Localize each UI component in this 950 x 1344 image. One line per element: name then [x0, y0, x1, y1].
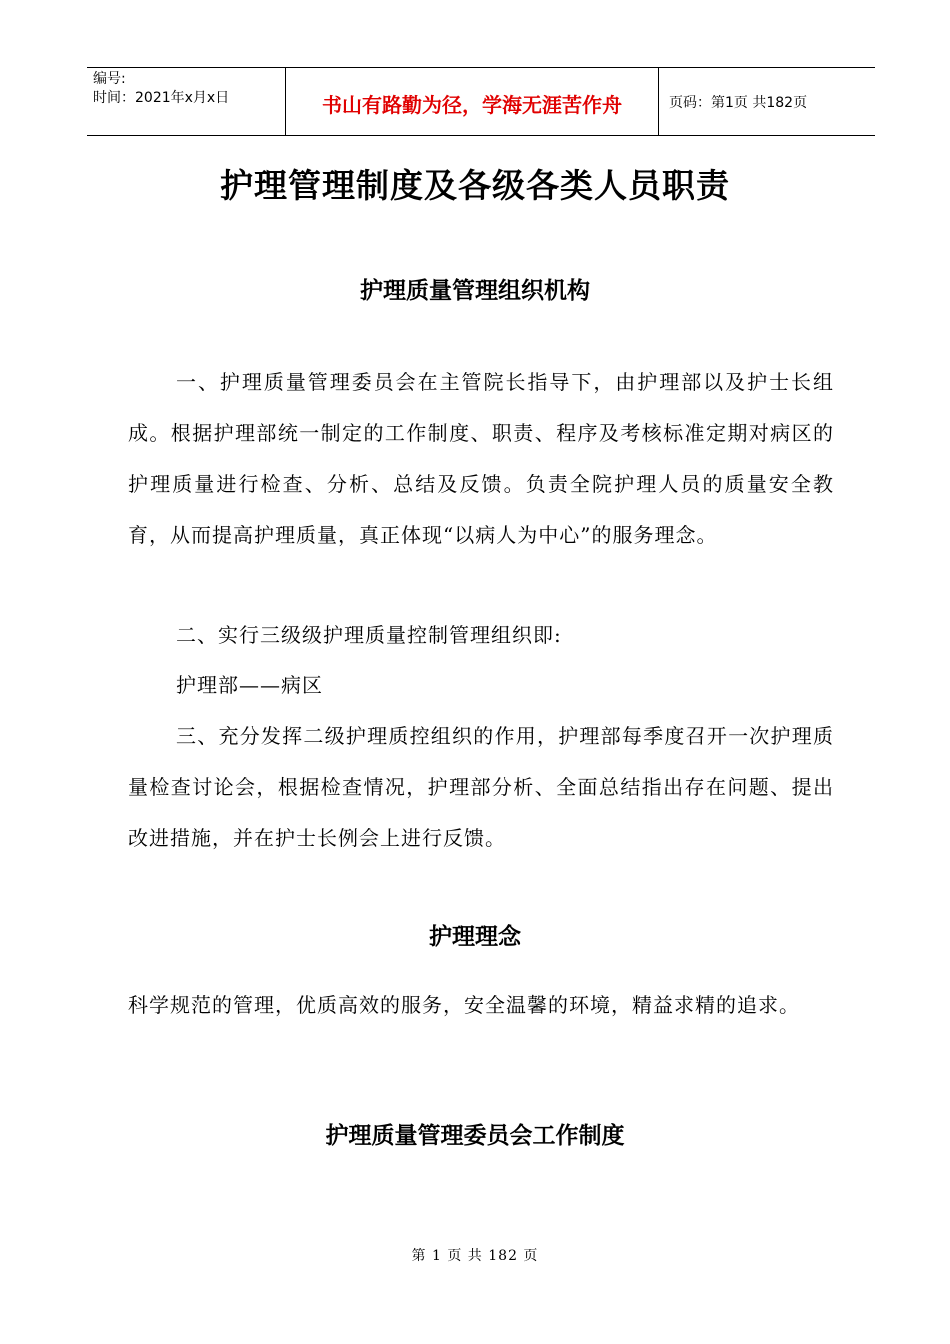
number-label: 编号: [93, 71, 126, 87]
section-title-philosophy: 护理理念 [429, 923, 521, 950]
header-page-info: 页码：第1页 共182页 [669, 94, 808, 111]
section-title-organization: 护理质量管理组织机构 [360, 277, 590, 304]
paragraph-3: 护理部——病区 [176, 673, 323, 697]
page-header [87, 67, 875, 136]
paragraph-1: 一、护理质量管理委员会在主管院长指导下，由护理部以及护士长组成。根据护理部统一制定的工作制度、职责、程序及考核标准定期对病区的护理质量进行检查、分析、总结及反馈。负责全院护理人员的质量安全教育，从而提高护理质量，真正体现“以病人为中心”的服务理念。 [128, 370, 834, 547]
header-motto: 书山有路勤为径，学海无涯苦作舟 [286, 68, 659, 135]
time-label: 时间：2021年x月x日 [93, 90, 230, 106]
paragraph-2: 二、实行三级级护理质量控制管理组织即: [176, 623, 562, 647]
document-title: 护理管理制度及各级各类人员职责 [220, 166, 730, 205]
paragraph-4: 三、充分发挥二级护理质控组织的作用，护理部每季度召开一次护理质量检查讨论会，根据检查情况，护理部分析、全面总结指出存在问题、提出改进措施，并在护士长例会上进行反馈。 [128, 724, 834, 850]
header-meta [87, 68, 286, 135]
section-title-committee-rules: 护理质量管理委员会工作制度 [325, 1122, 625, 1149]
page-footer: 第 1 页 共 182 页 [411, 1248, 539, 1264]
philosophy-text: 科学规范的管理，优质高效的服务，安全温馨的环境，精益求精的追求。 [128, 993, 800, 1017]
